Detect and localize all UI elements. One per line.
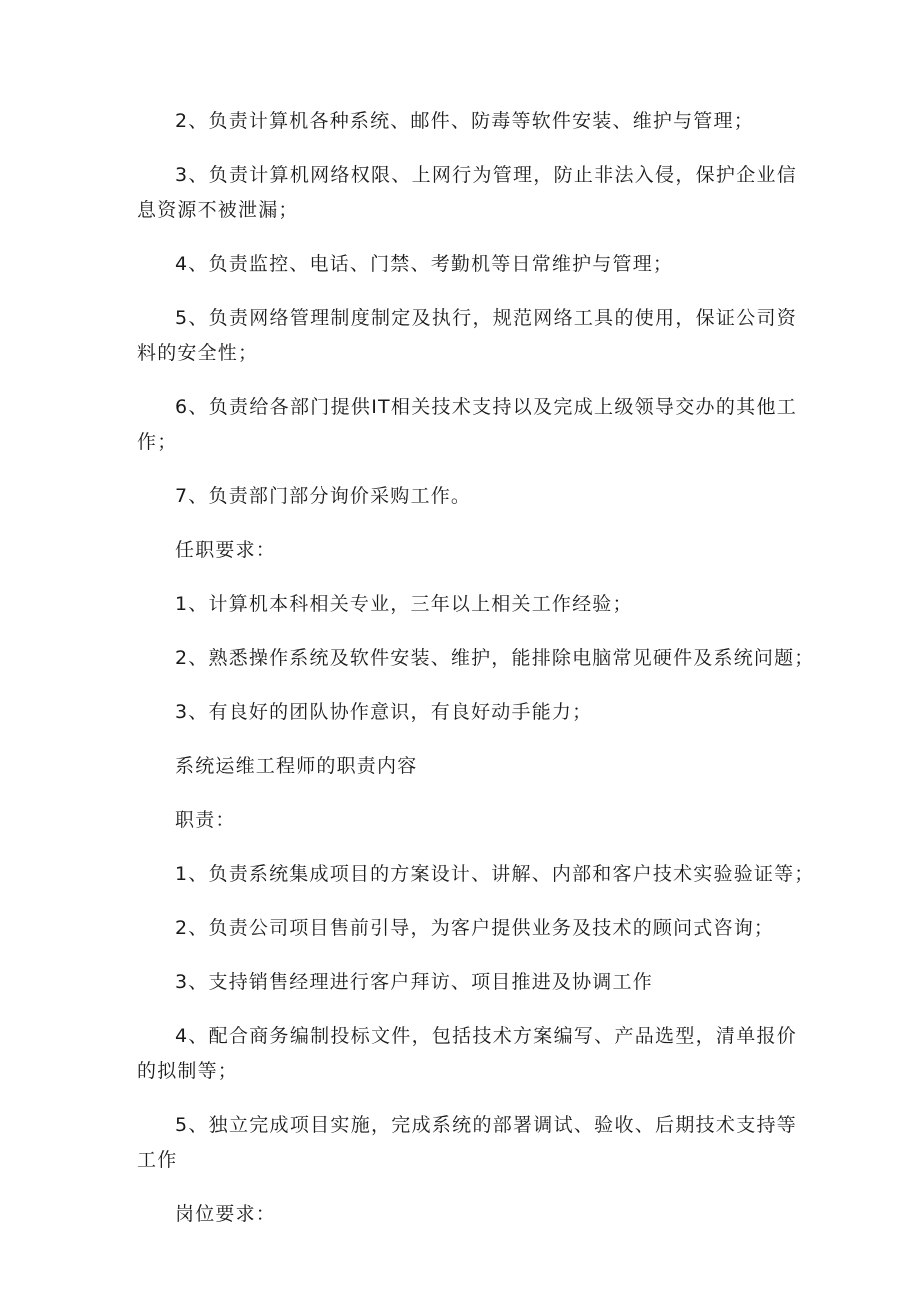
duty-item-7: 7、负责部门部分询价采购工作。 xyxy=(175,485,472,507)
section-title: 系统运维工程师的职责内容 xyxy=(175,755,418,777)
ops-duty-item-2: 2、负责公司项目售前引导，为客户提供业务及技术的顾问式咨询； xyxy=(175,917,775,939)
requirement-item-2: 2、熟悉操作系统及软件安装、维护，能排除电脑常见硬件及系统问题； xyxy=(175,647,815,669)
ops-duty-item-1: 1、负责系统集成项目的方案设计、讲解、内部和客户技术实验验证等； xyxy=(175,863,815,885)
duty-item-4: 4、负责监控、电话、门禁、考勤机等日常维护与管理； xyxy=(175,253,674,275)
document-body xyxy=(137,104,815,1251)
requirements-heading: 任职要求： xyxy=(175,539,277,561)
duties-heading: 职责： xyxy=(175,809,236,831)
ops-duty-item-4: 4、配合商务编制投标文件，包括技术方案编写、产品选型，清单报价的拟制等； xyxy=(137,1025,797,1082)
duty-item-2: 2、负责计算机各种系统、邮件、防毒等软件安装、维护与管理； xyxy=(175,110,754,132)
duty-item-3: 3、负责计算机网络权限、上网行为管理，防止非法入侵，保护企业信息资源不被泄漏； xyxy=(137,164,797,221)
requirement-item-1: 1、计算机本科相关专业，三年以上相关工作经验； xyxy=(175,593,633,615)
ops-duty-item-3: 3、支持销售经理进行客户拜访、项目推进及协调工作 xyxy=(175,971,653,993)
position-requirements-heading: 岗位要求： xyxy=(175,1203,277,1225)
duty-item-5: 5、负责网络管理制度制定及执行，规范网络工具的使用，保证公司资料的安全性； xyxy=(137,307,797,364)
ops-duty-item-5: 5、独立完成项目实施，完成系统的部署调试、验收、后期技术支持等工作 xyxy=(137,1114,797,1171)
requirement-item-3: 3、有良好的团队协作意识，有良好动手能力； xyxy=(175,701,593,723)
duty-item-6: 6、负责给各部门提供IT相关技术支持以及完成上级领导交办的其他工作； xyxy=(137,396,797,453)
